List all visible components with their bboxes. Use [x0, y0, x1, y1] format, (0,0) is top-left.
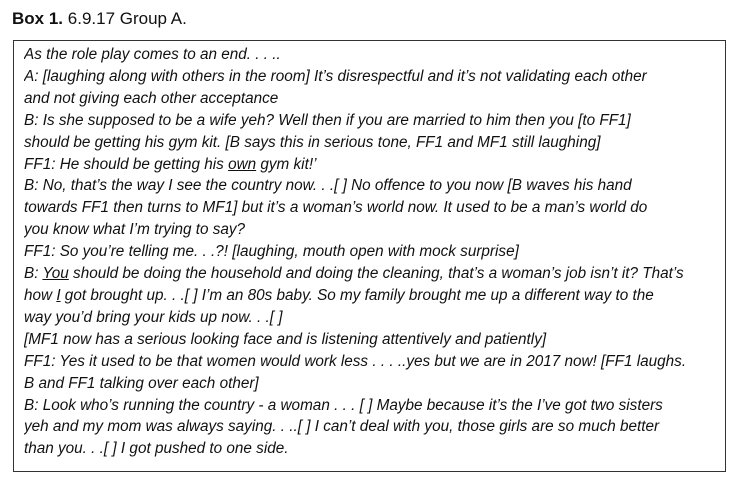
underlined-word: own [228, 155, 257, 173]
transcript-line: you know what I’m trying to say? [24, 221, 246, 239]
transcript-line: B: Is she supposed to be a wife yeh? Well then if you are married to him then you [to FF1] [24, 111, 631, 129]
transcript-line: B: Look who’s running the country - a woman . . . [ ] Maybe because it’s the I’ve got two sisters [24, 396, 663, 414]
transcript-line: than you. . .[ ] I got pushed to one side. [24, 440, 289, 458]
line-text: got brought up. . .[ ] I’m an 80s baby. So my family brought me up a different way to the [60, 286, 654, 304]
transcript-line [24, 154, 715, 176]
transcript-line: A: [laughing along with others in the room] It’s disrespectful and it’s not validating each other [24, 67, 647, 85]
transcript-line: towards FF1 then turns to MF1] but it’s a woman’s world now. It used to be a man’s world do [24, 199, 648, 217]
transcript-line: [MF1 now has a serious looking face and is listening attentively and patiently] [24, 330, 547, 348]
box-label: Box 1. [12, 9, 64, 28]
transcript-line: FF1: Yes it used to be that women would work less . . . ..yes but we are in 2017 now! [FF1 laughs. [24, 352, 687, 370]
transcript-line: As the role play comes to an end. . . .. [24, 46, 281, 63]
transcript-line: should be getting his gym kit. [B says this in serious tone, FF1 and MF1 still laughing] [24, 133, 601, 151]
transcript-line [24, 285, 715, 307]
transcript-line: FF1: So you’re telling me. . .?! [laughing, mouth open with mock surprise] [24, 243, 519, 261]
transcript-line: B: No, that’s the way I see the country now. . .[ ] No offence to you now [B waves his hand [24, 177, 632, 195]
line-text: B: [24, 265, 43, 283]
transcript-line: B and FF1 talking over each other] [24, 374, 259, 392]
transcript-line: yeh and my mom was always saying. . ..[ ] I can’t deal with you, those girls are so much better [24, 418, 660, 436]
line-text: how [24, 286, 57, 304]
underlined-word: I [56, 286, 61, 304]
underlined-word: You [42, 265, 69, 283]
box-heading [12, 8, 187, 30]
line-text: should be doing the household and doing the cleaning, that’s a woman’s job isn’t it? That’s [68, 265, 684, 283]
transcript-line: way you’d bring your kids up now. . .[ ] [24, 308, 283, 326]
transcript-line [24, 263, 715, 285]
line-text: gym kit!’ [256, 155, 317, 173]
line-text: FF1: He should be getting his [24, 155, 229, 173]
box-title: 6.9.17 Group A. [67, 9, 187, 28]
transcript-box [13, 40, 726, 472]
transcript-line: and not giving each other acceptance [24, 89, 279, 107]
